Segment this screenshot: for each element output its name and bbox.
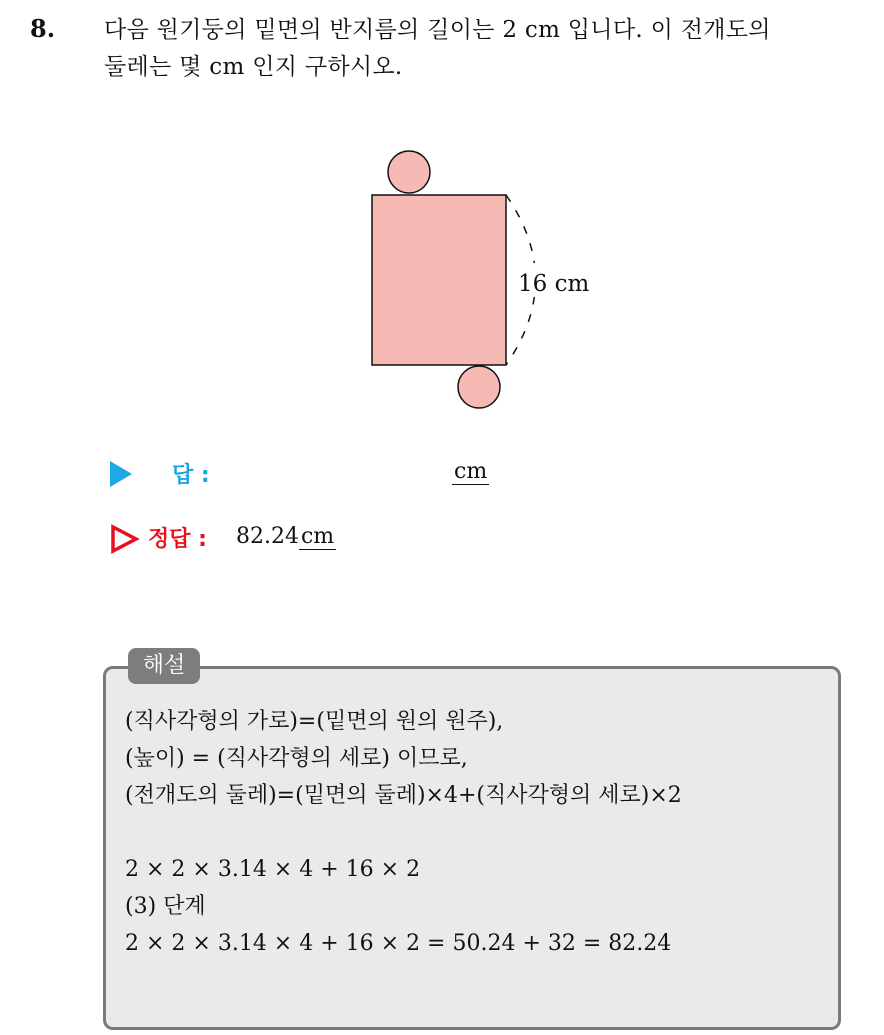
correct-value-group: [236, 524, 336, 549]
answer-label: 답 :: [172, 463, 210, 488]
correct-unit: cm: [300, 524, 335, 549]
solution-lines: [125, 703, 825, 962]
cylinder-net-svg: [360, 148, 620, 413]
top-base-circle: [388, 151, 430, 193]
answer-row: [110, 458, 610, 492]
answer-arrow-icon: [110, 461, 132, 487]
solution-line: (전개도의 둘레)=(밑면의 둘레)×4+(직사각형의 세로)×2: [125, 783, 682, 808]
solution-line: (직사각형의 가로)=(밑면의 원의 원주),: [125, 709, 504, 734]
height-label: 16 cm: [518, 271, 590, 297]
cylinder-net-figure: [360, 148, 620, 413]
question-line-1: 다음 원기둥의 밑면의 반지름의 길이는 2 cm 입니다. 이 전개도의: [104, 17, 771, 43]
correct-label: 정답 :: [148, 527, 207, 552]
correct-answer-row: [110, 522, 610, 556]
answer-unit: cm: [454, 459, 488, 484]
solution-line: 2 × 2 × 3.14 × 4 + 16 × 2 = 50.24 + 32 = 82.24: [125, 931, 672, 956]
solution-line: 2 × 2 × 3.14 × 4 + 16 × 2: [125, 857, 421, 882]
question-number: 8.: [30, 14, 56, 43]
solution-line: (3) 단계: [125, 894, 206, 919]
correct-value: 82.24: [236, 524, 299, 549]
question-line-2: 둘레는 몇 cm 인지 구하시오.: [104, 54, 403, 80]
correct-arrow-icon: [110, 524, 140, 554]
solution-line: (높이) = (직사각형의 세로) 이므로,: [125, 746, 468, 771]
side-rectangle: [372, 195, 506, 365]
solution-line: [125, 814, 825, 851]
solution-tag: 해설: [128, 648, 200, 684]
question-text: [104, 12, 874, 86]
bottom-base-circle: [458, 366, 500, 408]
